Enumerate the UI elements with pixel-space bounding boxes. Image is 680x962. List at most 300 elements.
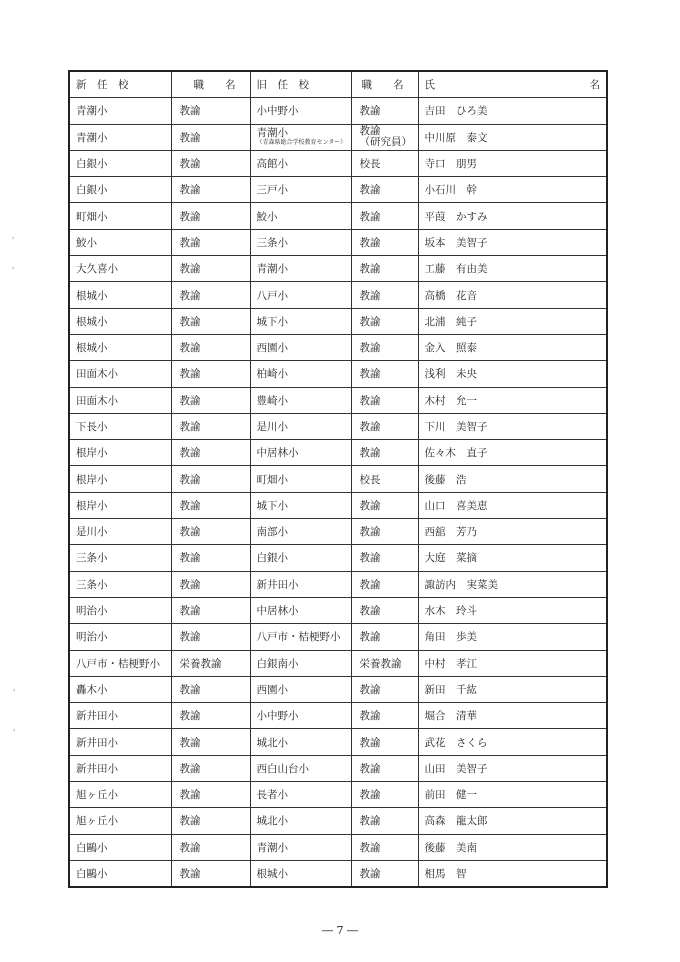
cell-name	[418, 808, 607, 834]
cell-new-school	[69, 650, 171, 676]
cell-position	[171, 492, 250, 518]
cell-position	[171, 361, 250, 387]
cell-new-school	[69, 387, 171, 413]
cell-position-text: 教諭	[179, 184, 201, 197]
cell-position-text: 教諭	[179, 315, 201, 328]
cell-old-school-text: 八戸市・桔梗野小	[256, 631, 341, 644]
table-row	[69, 808, 607, 834]
cell-position-text: 教諭	[179, 526, 201, 539]
cell-new-school	[69, 860, 171, 887]
cell-name-text: 中村 孝江	[424, 657, 477, 670]
cell-position-2-text: 教諭	[359, 315, 381, 328]
cell-position-2-text: 教諭	[359, 210, 381, 223]
cell-old-school-text: 白銀南小	[256, 657, 299, 670]
cell-new-school-text: 明治小	[76, 631, 108, 644]
table-row	[69, 256, 607, 282]
cell-position-2-text: 教諭	[359, 342, 381, 355]
cell-old-school	[250, 782, 351, 808]
cell-position-text: 教諭	[179, 131, 201, 144]
cell-position	[171, 808, 250, 834]
cell-position-text: 教諭	[179, 631, 201, 644]
cell-position-text: 教諭	[179, 736, 201, 749]
table-row	[69, 492, 607, 518]
cell-position-2-text: 校長	[359, 473, 381, 486]
cell-position-2-text: 教諭	[359, 394, 381, 407]
cell-old-school	[250, 466, 351, 492]
cell-name-text: 前田 健一	[424, 789, 477, 802]
cell-position	[171, 150, 250, 176]
cell-name-text: 北浦 純子	[424, 315, 477, 328]
table-row	[69, 334, 607, 360]
header-name-left: 氏	[424, 79, 435, 92]
cell-old-school-text: 青潮小	[256, 127, 288, 140]
cell-name	[418, 755, 607, 781]
cell-new-school-text: 根城小	[76, 315, 108, 328]
cell-position-text: 教諭	[179, 605, 201, 618]
cell-new-school-text: 旭ヶ丘小	[76, 789, 118, 802]
cell-new-school-text: 三条小	[76, 578, 108, 591]
cell-position-2-text: 教諭	[359, 236, 381, 249]
cell-old-school-text: 西白山台小	[256, 762, 309, 775]
cell-new-school-text: 町畑小	[76, 210, 108, 223]
cell-new-school	[69, 124, 171, 150]
cell-new-school-text: 八戸市・桔梗野小	[76, 657, 160, 670]
cell-position-text: 教諭	[179, 473, 201, 486]
cell-position-text: 教諭	[179, 342, 201, 355]
cell-position	[171, 545, 250, 571]
cell-old-school	[250, 282, 351, 308]
cell-old-school-text: 根城小	[256, 868, 288, 881]
cell-new-school-text: 白鷗小	[76, 868, 108, 881]
cell-old-school-text: 三条小	[256, 236, 288, 249]
cell-position-2	[351, 229, 418, 255]
cell-name	[418, 124, 607, 150]
cell-old-school-text: 西園小	[256, 342, 288, 355]
cell-position	[171, 308, 250, 334]
cell-new-school	[69, 177, 171, 203]
cell-position-2-text: 教諭	[359, 868, 381, 881]
cell-position-text: 栄養教諭	[179, 657, 222, 670]
cell-position-2	[351, 98, 418, 124]
cell-new-school	[69, 492, 171, 518]
cell-position	[171, 440, 250, 466]
cell-position-2-text: 教諭	[359, 578, 381, 591]
cell-new-school	[69, 203, 171, 229]
cell-name-text: 堀合 清華	[424, 710, 477, 723]
table-row	[69, 782, 607, 808]
cell-old-school	[250, 808, 351, 834]
cell-old-school	[250, 256, 351, 282]
cell-old-school-text: 是川小	[256, 421, 288, 433]
cell-old-school-text: 新井田小	[256, 578, 299, 591]
cell-old-school	[250, 624, 351, 650]
cell-new-school-text: 轟木小	[76, 683, 108, 696]
cell-position	[171, 256, 250, 282]
cell-old-school	[250, 150, 351, 176]
cell-new-school	[69, 755, 171, 781]
cell-name	[418, 834, 607, 860]
cell-position-text: 教諭	[179, 552, 201, 565]
personnel-table	[68, 70, 608, 888]
cell-old-school	[250, 387, 351, 413]
cell-new-school-text: 根岸小	[76, 473, 108, 486]
table-row	[69, 466, 607, 492]
cell-new-school	[69, 440, 171, 466]
table-row	[69, 650, 607, 676]
cell-old-school-text: 三戸小	[256, 184, 288, 197]
cell-old-school-text: 中居林小	[256, 447, 299, 460]
table-row	[69, 860, 607, 887]
table-row	[69, 703, 607, 729]
cell-position-2	[351, 676, 418, 702]
cell-old-school-text: 町畑小	[256, 473, 288, 486]
cell-old-school-text: 白銀小	[256, 552, 288, 565]
cell-new-school-text: 青潮小	[76, 131, 108, 144]
cell-position	[171, 755, 250, 781]
table-body	[69, 98, 607, 887]
cell-name-text: 相馬 智	[424, 868, 467, 881]
table-row	[69, 177, 607, 203]
cell-position	[171, 387, 250, 413]
cell-position-text: 教諭	[179, 105, 201, 118]
cell-old-school	[250, 755, 351, 781]
cell-old-school	[250, 571, 351, 597]
cell-name-text: 武花 さくら	[424, 736, 488, 749]
cell-new-school-text: 鮫小	[76, 236, 97, 249]
cell-position-2	[351, 650, 418, 676]
cell-position-text: 教諭	[179, 158, 201, 171]
cell-name	[418, 177, 607, 203]
cell-position-2	[351, 466, 418, 492]
cell-position	[171, 413, 250, 439]
cell-new-school	[69, 98, 171, 124]
cell-new-school	[69, 545, 171, 571]
cell-new-school	[69, 597, 171, 623]
cell-old-school	[250, 124, 351, 150]
cell-name-text: 佐々木 直子	[424, 447, 488, 460]
cell-name	[418, 440, 607, 466]
cell-position-2-text: 教諭	[359, 789, 381, 802]
cell-position-2	[351, 203, 418, 229]
cell-name	[418, 466, 607, 492]
cell-position-text: 教諭	[179, 236, 201, 249]
cell-position-text: 教諭	[179, 710, 201, 723]
cell-old-school-text: 城下小	[256, 315, 288, 328]
cell-new-school-text: 白鷗小	[76, 841, 108, 854]
table-row	[69, 124, 607, 150]
cell-position-2-text: 教諭	[359, 605, 381, 618]
cell-position-text: 教諭	[179, 210, 201, 223]
cell-old-school	[250, 440, 351, 466]
cell-name-text: 西舘 芳乃	[424, 526, 477, 539]
cell-position-2-text: 教諭	[359, 499, 381, 512]
cell-position-2-text: 教諭	[359, 762, 381, 775]
table-row	[69, 413, 607, 439]
cell-old-school	[250, 413, 351, 439]
cell-position	[171, 98, 250, 124]
cell-position-2	[351, 387, 418, 413]
cell-new-school-text: 根城小	[76, 289, 108, 302]
cell-new-school-text: 新井田小	[76, 762, 118, 775]
cell-name-text: 後藤 美南	[424, 841, 477, 854]
cell-old-school-text: 鮫小	[256, 210, 278, 223]
cell-position-2	[351, 413, 418, 439]
cell-name-text: 後藤 浩	[424, 473, 467, 486]
cell-new-school-text: 旭ヶ丘小	[76, 815, 118, 828]
cell-position-2	[351, 308, 418, 334]
cell-name	[418, 703, 607, 729]
cell-new-school	[69, 256, 171, 282]
cell-position-2	[351, 256, 418, 282]
cell-name-text: 下川 美智子	[424, 421, 488, 433]
table-row	[69, 729, 607, 755]
cell-old-school	[250, 308, 351, 334]
table-row	[69, 98, 607, 124]
table-row	[69, 387, 607, 413]
table-row	[69, 571, 607, 597]
cell-name-text: 寺口 朋男	[424, 158, 477, 171]
cell-new-school	[69, 334, 171, 360]
cell-name	[418, 334, 607, 360]
cell-old-school	[250, 492, 351, 518]
table-row	[69, 282, 607, 308]
cell-name	[418, 282, 607, 308]
cell-old-school-text: 小中野小	[256, 105, 299, 118]
cell-name	[418, 492, 607, 518]
cell-position	[171, 624, 250, 650]
cell-position	[171, 834, 250, 860]
cell-old-school	[250, 361, 351, 387]
cell-position-2-text: 教諭	[359, 263, 381, 276]
cell-old-school	[250, 676, 351, 702]
cell-position	[171, 703, 250, 729]
cell-old-school-text: 小中野小	[256, 710, 299, 723]
cell-old-school	[250, 703, 351, 729]
cell-new-school	[69, 519, 171, 545]
table-row	[69, 440, 607, 466]
cell-name	[418, 413, 607, 439]
cell-name-text: 山田 美智子	[424, 762, 488, 775]
cell-new-school	[69, 834, 171, 860]
cell-position-text: 教諭	[179, 394, 201, 407]
cell-position-2-text: 教諭	[359, 736, 381, 749]
cell-position-text: 教諭	[179, 289, 201, 302]
cell-new-school	[69, 571, 171, 597]
cell-name-text: 新田 千紘	[424, 683, 477, 696]
header-new-school: 新 任 校	[69, 71, 171, 98]
cell-position-text: 教諭	[179, 762, 201, 775]
cell-old-school	[250, 650, 351, 676]
cell-name	[418, 860, 607, 887]
cell-new-school-text: 青潮小	[76, 105, 108, 118]
cell-position-2-text: 教諭	[359, 815, 381, 828]
cell-old-school	[250, 229, 351, 255]
cell-position-text: 教諭	[179, 841, 201, 854]
cell-position-2-text: 教諭	[359, 289, 381, 302]
cell-new-school	[69, 150, 171, 176]
cell-position-2	[351, 755, 418, 781]
cell-new-school-text: 新井田小	[76, 736, 118, 749]
cell-name-text: 高森 龍太郎	[424, 815, 488, 828]
table-row	[69, 834, 607, 860]
table-header-row	[69, 71, 607, 98]
cell-name	[418, 676, 607, 702]
cell-old-school	[250, 519, 351, 545]
cell-position-2	[351, 860, 418, 887]
table-row	[69, 676, 607, 702]
table-row	[69, 755, 607, 781]
cell-name	[418, 150, 607, 176]
cell-name	[418, 545, 607, 571]
cell-position-2	[351, 782, 418, 808]
cell-position-2-text: 教諭	[359, 368, 381, 381]
cell-name	[418, 98, 607, 124]
cell-new-school	[69, 624, 171, 650]
cell-new-school	[69, 703, 171, 729]
cell-new-school	[69, 361, 171, 387]
table-row	[69, 308, 607, 334]
cell-old-school	[250, 203, 351, 229]
cell-position-2	[351, 124, 418, 150]
cell-old-school	[250, 545, 351, 571]
cell-new-school	[69, 282, 171, 308]
cell-old-school-text: 長者小	[256, 789, 288, 802]
cell-position-2	[351, 440, 418, 466]
cell-old-school	[250, 334, 351, 360]
cell-name-text: 諏訪内 実菜美	[424, 578, 498, 591]
cell-position-text: 教諭	[179, 263, 201, 276]
cell-new-school	[69, 229, 171, 255]
cell-position-2-text: 教諭	[359, 526, 381, 539]
cell-position-2	[351, 624, 418, 650]
cell-position-text: 教諭	[179, 499, 201, 512]
cell-position	[171, 519, 250, 545]
cell-position-2	[351, 703, 418, 729]
table-row	[69, 229, 607, 255]
cell-position	[171, 860, 250, 887]
cell-old-school-text: 中居林小	[256, 605, 299, 618]
cell-new-school	[69, 782, 171, 808]
cell-position-2-text: 教諭	[359, 841, 381, 854]
cell-position	[171, 650, 250, 676]
cell-position-text: 教諭	[179, 789, 201, 802]
cell-position-2	[351, 571, 418, 597]
cell-old-school-text: 青潮小	[256, 841, 288, 854]
cell-position-text: 教諭	[179, 421, 201, 433]
cell-position	[171, 676, 250, 702]
cell-position-2-text: 教諭	[359, 552, 381, 565]
cell-old-school-text: 青潮小	[256, 263, 288, 276]
cell-position	[171, 597, 250, 623]
cell-old-school	[250, 177, 351, 203]
cell-new-school	[69, 808, 171, 834]
cell-position	[171, 729, 250, 755]
cell-position	[171, 782, 250, 808]
cell-position-2-text: 教諭	[359, 683, 381, 696]
table-row	[69, 150, 607, 176]
cell-position-2	[351, 729, 418, 755]
cell-position-2-text: 教諭	[359, 710, 381, 723]
cell-new-school-text: 根城小	[76, 342, 108, 355]
cell-position-2-subtext: （研究員）	[359, 136, 412, 149]
cell-old-school-text: 城北小	[256, 736, 288, 749]
cell-position	[171, 177, 250, 203]
cell-position-text: 教諭	[179, 683, 201, 696]
cell-position-2	[351, 177, 418, 203]
cell-new-school	[69, 308, 171, 334]
cell-position-2-text: 教諭	[359, 447, 381, 460]
cell-position-2	[351, 519, 418, 545]
table-row	[69, 545, 607, 571]
cell-position-text: 教諭	[179, 368, 201, 381]
cell-position-text: 教諭	[179, 868, 201, 881]
cell-position-text: 教諭	[179, 815, 201, 828]
cell-position-2-text: 教諭	[359, 421, 381, 433]
cell-position-2-text: 教諭	[359, 631, 381, 644]
cell-new-school	[69, 676, 171, 702]
cell-position-2-text: 校長	[359, 158, 381, 171]
cell-new-school-text: 是川小	[76, 526, 108, 539]
cell-old-school-text: 八戸小	[256, 289, 288, 302]
cell-name-text: 角田 歩美	[424, 631, 477, 644]
cell-name-text: 山口 喜美恵	[424, 499, 488, 512]
cell-position-2	[351, 334, 418, 360]
cell-name-text: 吉田 ひろ美	[424, 105, 488, 118]
cell-name	[418, 782, 607, 808]
cell-name-text: 水木 玲斗	[424, 605, 477, 618]
cell-position	[171, 334, 250, 360]
table-row	[69, 361, 607, 387]
cell-name	[418, 597, 607, 623]
cell-new-school	[69, 413, 171, 439]
page-number: ― 7 ―	[322, 924, 358, 937]
cell-old-school-text: 城北小	[256, 815, 288, 828]
cell-old-school-subtext: （青森県総合学校教育センター）	[256, 139, 347, 147]
cell-old-school	[250, 834, 351, 860]
cell-name	[418, 361, 607, 387]
cell-position-text: 教諭	[179, 578, 201, 591]
header-name	[418, 71, 607, 98]
cell-new-school-text: 白銀小	[76, 158, 108, 171]
cell-position-2-text: 教諭	[359, 125, 381, 138]
cell-name	[418, 519, 607, 545]
scan-mark: '	[13, 688, 16, 697]
cell-old-school-text: 柏崎小	[256, 368, 288, 381]
cell-position-2	[351, 361, 418, 387]
cell-position	[171, 282, 250, 308]
cell-name-text: 金入 照泰	[424, 342, 477, 355]
cell-old-school-text: 高館小	[256, 158, 288, 171]
cell-name-text: 中川原 泰文	[424, 131, 488, 144]
cell-name-text: 高橋 花音	[424, 289, 477, 302]
cell-position-2-text: 教諭	[359, 105, 381, 118]
cell-old-school-text: 城下小	[256, 499, 288, 512]
cell-old-school-text: 南部小	[256, 526, 288, 539]
cell-name	[418, 256, 607, 282]
cell-position-2	[351, 545, 418, 571]
cell-new-school	[69, 466, 171, 492]
cell-name-text: 大庭 菜摘	[424, 552, 477, 565]
cell-old-school	[250, 729, 351, 755]
cell-new-school-text: 下長小	[76, 421, 108, 433]
cell-name	[418, 308, 607, 334]
cell-position-2	[351, 492, 418, 518]
cell-name	[418, 387, 607, 413]
cell-name-text: 小石川 幹	[424, 184, 477, 197]
cell-position-2	[351, 597, 418, 623]
cell-name	[418, 571, 607, 597]
cell-new-school	[69, 729, 171, 755]
